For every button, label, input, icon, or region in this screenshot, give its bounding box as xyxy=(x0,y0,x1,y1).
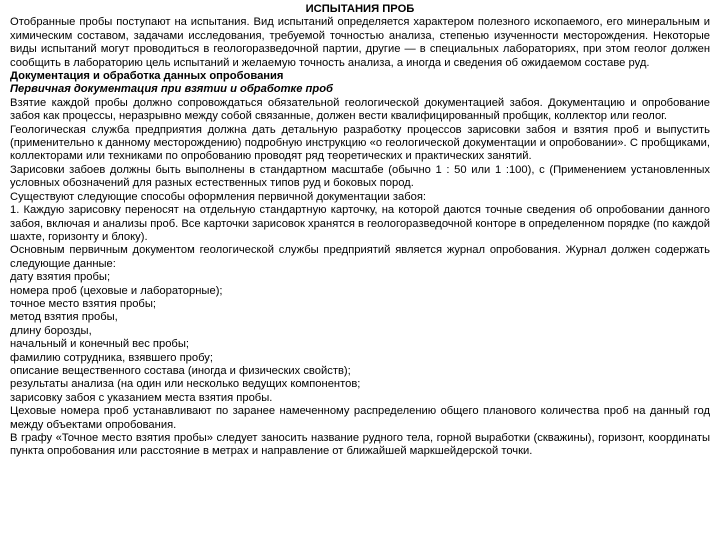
list-item: метод взятия пробы, xyxy=(10,311,118,324)
paragraph-geological-service: Геологическая служба предприятия должна дать детальную разработку процессов зарисовки забоя и взятия проб и выпустить (применительно к данному месторождению) подробную инструкцию «о геологической документации и опробовании». С пробщиками, коллекторами или техниками по опробованию проводят ряд теоретических и практических занятий. xyxy=(10,123,710,163)
list-item: точное место взятия пробы; xyxy=(10,297,156,310)
section-heading: Документация и обработка данных опробования xyxy=(10,70,284,83)
subsection-heading: Первичная документация при взятии и обработке проб xyxy=(10,83,333,96)
paragraph-sampling-journal: Основным первичным документом геологической службы предприятий является журнал опробования. Журнал должен содержать следующие данные: xyxy=(10,244,710,270)
list-item: зарисовку забоя с указанием места взятия пробы. xyxy=(10,391,273,404)
list-item: дату взятия пробы; xyxy=(10,271,111,284)
list-item: номера проб (цеховые и лабораторные); xyxy=(10,284,223,297)
paragraph-method-1: 1. Каждую зарисовку переносят на отдельную стандартную карточку, на которой даются точные сведения об опробовании данного забоя, включая и анализы проб. Все карточки зарисовок хранятся в геологоразведочной конторе в определенном порядке (по каждой шахте, горизонту и блоку). xyxy=(10,204,710,243)
list-item: результаты анализа (на один или несколько ведущих компонентов; xyxy=(10,378,361,391)
paragraph-exact-place: В графу «Точное место взятия пробы» следует заносить название рудного тела, горной выработки (скважины), горизонт, координаты пункта опробования или расстояние в метрах и направление от ближайшей маркшейдерской точки. xyxy=(10,432,710,458)
paragraph-sketch-scale: Зарисовки забоев должны быть выполнены в стандартном масштабе (обычно 1 : 50 или 1 :100), с (Применением установленных условных обозначений для разных естественных типов руд и боковых пород. xyxy=(10,163,710,190)
paragraph-methods-intro: Существуют следующие способы оформления первичной документации забоя: xyxy=(10,190,427,203)
paragraph-intro: Отобранные пробы поступают на испытания. Вид испытаний определяется характером полезного ископаемого, его минеральным и химическим составом, задачами исследования, требуемой точностью анализа, степенью изученности месторождения. Некоторые виды испытаний могут проводиться в геологоразведочной партии, другие — в специальных лабораториях, при этом геолог должен сообщить в лабораторию цель испытаний и желаемую точность анализа, а иногда и сведения об ожидаемом составе руд. xyxy=(10,16,710,69)
paragraph-documentation: Взятие каждой пробы должно сопровождаться обязательной геологической документацией забоя. Документацию и опробование забоя как процессы, неразрывно между собой связанные, должен вести квалифицированный пробщик, коллектор или геолог. xyxy=(10,96,710,123)
paragraph-sample-numbers: Цеховые номера проб устанавливают по заранее намеченному распределению общего планового количества проб на данный год между объектами опробования. xyxy=(10,405,710,431)
list-item: начальный и конечный вес пробы; xyxy=(10,338,189,351)
page-title: ИСПЫТАНИЯ ПРОБ xyxy=(305,3,415,15)
list-item: фамилию сотрудника, взявшего пробу; xyxy=(10,351,213,364)
list-item: длину борозды, xyxy=(10,324,92,337)
journal-fields-list xyxy=(10,271,710,405)
list-item: описание вещественного состава (иногда и физических свойств); xyxy=(10,364,351,377)
